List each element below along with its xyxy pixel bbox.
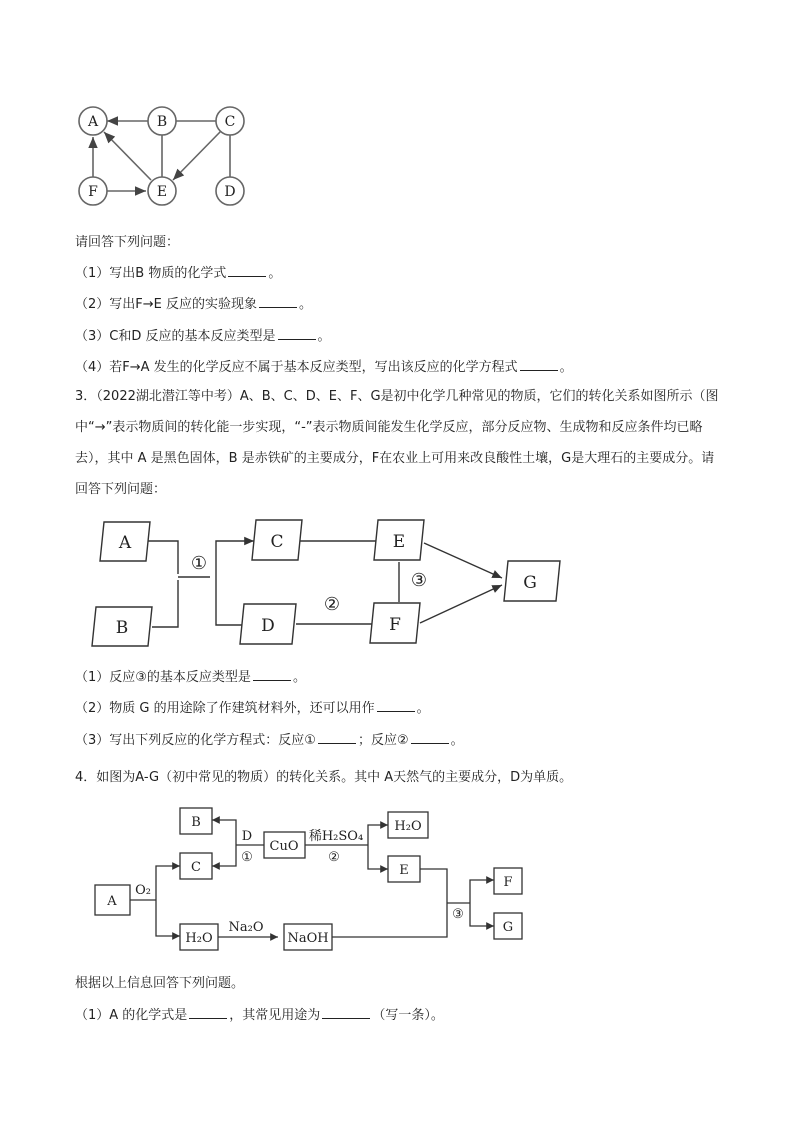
q2-sub1-end: 。 bbox=[268, 266, 282, 281]
box-c-label: C bbox=[191, 860, 201, 875]
q3-sub1-text: （1）反应③的基本反应类型是 bbox=[75, 670, 251, 685]
q2-sub2-end: 。 bbox=[299, 297, 313, 312]
q3-sub1-end: 。 bbox=[292, 670, 306, 685]
q4-sub1-end: （写一条）。 bbox=[372, 1008, 444, 1023]
box-e-label: E bbox=[399, 863, 409, 878]
q3-sub3-end: 。 bbox=[450, 733, 464, 748]
q2-sub3-text: （3）C和D 反应的基本反应类型是 bbox=[75, 329, 276, 344]
marker-1: ① bbox=[190, 553, 208, 574]
box-f-label: F bbox=[503, 875, 513, 890]
label-dilute-h2so4: 稀H₂SO₄ bbox=[308, 829, 364, 844]
q3-sub2-text: （2）物质 G 的用途除了作建筑材料外，还可以用作 bbox=[75, 701, 375, 716]
node-a-label: A bbox=[87, 114, 99, 130]
label-d: D bbox=[241, 829, 253, 844]
q2-sub1-text: （1）写出B 物质的化学式 bbox=[75, 266, 227, 281]
label-o2: O₂ bbox=[135, 883, 151, 898]
q2-sub4-end: 。 bbox=[559, 360, 573, 375]
box-naoh-label: NaOH bbox=[287, 931, 329, 946]
label-na2o: Na₂O bbox=[228, 920, 264, 935]
node-b-label: B bbox=[156, 114, 168, 130]
answer-blank[interactable] bbox=[189, 1007, 227, 1019]
box-a-label: A bbox=[118, 533, 132, 553]
q3-sub3-mid: ；反应② bbox=[357, 733, 409, 748]
edge-a-to-c bbox=[156, 866, 180, 900]
box-e-label: E bbox=[392, 532, 406, 552]
q2-sub3-end: 。 bbox=[317, 329, 331, 344]
q2-sub4-text: （4）若F→A 发生的化学反应不属于基本反应类型，写出该反应的化学方程式 bbox=[75, 360, 518, 375]
marker-3: ③ bbox=[410, 570, 428, 591]
q3-sub2-end: 。 bbox=[416, 701, 430, 716]
q4-sub1 bbox=[75, 1004, 444, 1023]
q4-stem: 4．如图为A-G（初中常见的物质）的转化关系。其中 A天然气的主要成分，D为单质。 bbox=[75, 770, 573, 785]
q2-intro: 请回答下列问题： bbox=[75, 235, 180, 250]
box-g-label: G bbox=[502, 920, 514, 935]
answer-blank[interactable] bbox=[322, 1007, 370, 1019]
edge-a-to-h2o bbox=[156, 900, 180, 936]
q3-stem: 3．（2022湖北潜江等中考）A、B、C、D、E、F、G是初中化学几种常见的物质，它们的转化关系如图所示（图中“→”表示物质间的转化能一步实现，“-”表示物质间能发生化学反应，部分反应物、生成物和反应条件均已略去），其中 A 是黑色固体，B 是赤铁矿的主要成分，F在农业上可用来改良酸性土壤，G是大理石的主要成分。请回答下列问题： bbox=[75, 389, 719, 497]
q2-sub2-text: （2）写出F→E 反应的实验现象 bbox=[75, 297, 257, 312]
box-b-label: B bbox=[115, 618, 129, 638]
label-circle-3: ③ bbox=[452, 907, 464, 922]
edge-to-h2o-top bbox=[368, 825, 388, 845]
box-c-label: C bbox=[270, 532, 284, 552]
edge-to-f bbox=[470, 880, 494, 903]
node-f-label: F bbox=[88, 184, 98, 200]
edge-to-c bbox=[212, 845, 236, 866]
box-d-label: D bbox=[261, 616, 275, 636]
box-f-label: F bbox=[389, 615, 401, 635]
edge-to-e bbox=[368, 845, 388, 869]
edge-to-b bbox=[212, 820, 236, 845]
box-a-label: A bbox=[107, 894, 117, 909]
label-circle-1: ① bbox=[241, 850, 253, 865]
q4-sub1-mid: ，其常见用途为 bbox=[229, 1008, 321, 1023]
node-c-label: C bbox=[224, 114, 236, 130]
q4-sub1-text: （1）A 的化学式是 bbox=[75, 1008, 188, 1023]
label-circle-2: ② bbox=[328, 850, 340, 865]
box-h2o-bottom-label: H₂O bbox=[185, 931, 213, 946]
q3-sub3-text: （3）写出下列反应的化学方程式：反应① bbox=[75, 733, 316, 748]
q4-after: 根据以上信息回答下列问题。 bbox=[75, 976, 245, 991]
node-e-label: E bbox=[156, 184, 168, 200]
box-h2o-top-label: H₂O bbox=[394, 819, 422, 834]
box-g-label: G bbox=[523, 573, 537, 593]
box-cuo-label: CuO bbox=[269, 839, 299, 854]
edge-to-g bbox=[470, 903, 494, 926]
marker-2: ② bbox=[323, 594, 341, 615]
box-b-label: B bbox=[191, 815, 201, 830]
node-d-label: D bbox=[224, 184, 236, 200]
